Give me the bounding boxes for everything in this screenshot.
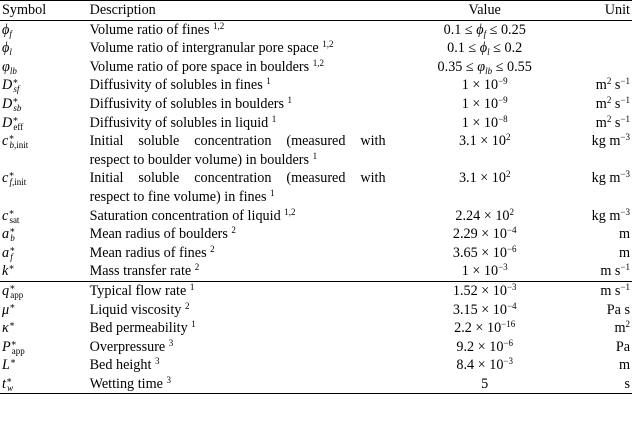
description-cell: Bed permeability $^1$	[89, 319, 196, 337]
table-row	[0, 169, 632, 206]
symbol-cell: $\phi_l$	[2, 40, 12, 58]
value-cell: $1 \times 10^{-9}$	[461, 94, 508, 112]
header-unit: Unit	[575, 1, 632, 21]
unit-cell	[575, 58, 632, 77]
symbol-cell: $\phi_f$	[2, 21, 12, 39]
symbol-cell: k∗	[2, 262, 15, 280]
value-cell: 5	[395, 375, 575, 394]
description-cell: Typical flow rate $^1$	[88, 281, 395, 300]
table-row	[0, 95, 632, 114]
unit-cell: kg $m^{-3}$	[591, 169, 630, 187]
symbol-cell: $D^∗_{eff}$	[2, 113, 24, 132]
unit-cell: s	[575, 375, 632, 394]
description-cell: Volume ratio of pore space in boulders $^{1,2}$	[89, 57, 324, 75]
unit-cell: kg $m^{-3}$	[591, 132, 630, 150]
symbol-cell: $D^∗_{sb}$	[2, 94, 22, 113]
unit-cell: kg $m^{-3}$	[591, 206, 630, 224]
symbol-cell: μ∗	[2, 300, 16, 318]
table-row	[0, 58, 632, 77]
description-cell: Liquid viscosity $^2$	[89, 300, 190, 318]
description-cell: Initial soluble concentration (measured with respect to fine volume) in fines $^1$	[89, 170, 386, 205]
value-cell: $8.4 \times 10^{-3}$	[456, 356, 513, 374]
unit-cell: m $s^{-1}$	[600, 262, 630, 280]
symbol-cell: $c^∗_{f,init}$	[2, 169, 27, 188]
value-cell: $3.1 \times 10^2$	[458, 169, 511, 187]
table-row	[0, 207, 632, 226]
table-row	[0, 39, 632, 58]
symbol-cell: $a^∗_f$	[2, 243, 16, 262]
table-row	[0, 356, 632, 375]
table-row	[0, 375, 632, 394]
value-cell: $2.2 \times 10^{-16}$	[454, 319, 516, 337]
symbol-cell: $t^∗_w$	[0, 375, 88, 394]
value-cell: $0.35 \le \varphi_{lb} \le 0.55$	[437, 58, 532, 76]
table-row	[0, 281, 632, 300]
symbol-cell: κ∗	[2, 319, 15, 337]
unit-cell	[575, 20, 632, 39]
symbol-cell: $c^∗_{sat}$	[2, 206, 20, 225]
description-cell: Saturation concentration of liquid $^{1,2}$	[89, 206, 296, 224]
description-cell: Volume ratio of fines $^{1,2}$	[89, 20, 225, 38]
table-header-row	[0, 1, 632, 21]
value-cell: $1.52 \times 10^{-3}$	[395, 281, 575, 300]
unit-cell: $m^2$	[614, 319, 630, 337]
description-cell: Diffusivity of solubles in boulders $^1$	[89, 94, 293, 112]
value-cell: $2.24 \times 10^2$	[455, 206, 515, 224]
value-cell: $3.65 \times 10^{-6}$	[452, 243, 517, 261]
description-cell: Mean radius of boulders $^2$	[89, 225, 236, 243]
table-row	[0, 114, 632, 133]
description-cell: Diffusivity of solubles in fines $^1$	[89, 76, 271, 94]
header-symbol: Symbol	[0, 1, 88, 21]
value-cell: $9.2 \times 10^{-6}$	[456, 337, 513, 355]
unit-cell: m $s^{-1}$	[575, 281, 632, 300]
value-cell: $2.29 \times 10^{-4}$	[452, 225, 517, 243]
description-cell: Bed height $^3$	[89, 356, 160, 374]
table-row	[0, 132, 632, 169]
table-row	[0, 262, 632, 281]
header-value: Value	[395, 1, 575, 21]
description-cell: Mass transfer rate $^2$	[89, 262, 200, 280]
table-row	[0, 319, 632, 338]
unit-cell: Pa s	[606, 301, 630, 318]
unit-cell: $m^2$ $s^{-1}$	[595, 76, 630, 94]
description-cell: Initial soluble concentration (measured with respect to boulder volume) in boulders $^1$	[89, 133, 386, 168]
symbol-cell: $D^∗_{sf}$	[2, 76, 20, 95]
symbol-cell: $\varphi_{lb}$	[2, 58, 17, 76]
unit-cell: $m^2$ $s^{-1}$	[595, 94, 630, 112]
value-cell: $1 \times 10^{-9}$	[461, 76, 508, 94]
table-row	[0, 338, 632, 357]
symbol-cell: $a^∗_b$	[2, 225, 16, 244]
value-cell: $3.15 \times 10^{-4}$	[452, 300, 517, 318]
value-cell: $0.1 \le \phi_f \le 0.25$	[443, 21, 526, 39]
symbol-cell: $c^∗_{b,init}$	[2, 132, 29, 151]
symbol-cell: $q^∗_{app}$	[0, 281, 88, 300]
description-cell: Diffusivity of solubles in liquid $^1$	[89, 113, 277, 131]
description-cell: Overpressure $^3$	[89, 337, 174, 355]
table-row	[0, 76, 632, 95]
value-cell: $1 \times 10^{-3}$	[461, 262, 508, 280]
table-row	[0, 20, 632, 39]
description-cell: Mean radius of fines $^2$	[89, 243, 215, 261]
unit-cell: m	[618, 244, 630, 261]
unit-cell: m	[618, 357, 630, 374]
table-row	[0, 244, 632, 263]
value-cell: $0.1 \le \phi_l \le 0.2$	[447, 40, 523, 58]
unit-cell: m	[618, 226, 630, 243]
description-cell: Volume ratio of intergranular pore space $^{1,2}$	[89, 39, 334, 57]
table-row	[0, 225, 632, 244]
description-cell: Wetting time $^3$	[88, 375, 395, 394]
symbol-cell: L∗	[2, 356, 17, 374]
symbol-cell: $P^∗_{app}$	[2, 337, 25, 356]
header-description: Description	[88, 1, 395, 21]
unit-cell: $m^2$ $s^{-1}$	[595, 113, 630, 131]
unit-cell	[575, 39, 632, 58]
value-cell: $3.1 \times 10^2$	[458, 132, 511, 150]
unit-cell: Pa	[615, 338, 630, 355]
value-cell: $1 \times 10^{-8}$	[461, 113, 508, 131]
table-row	[0, 301, 632, 320]
